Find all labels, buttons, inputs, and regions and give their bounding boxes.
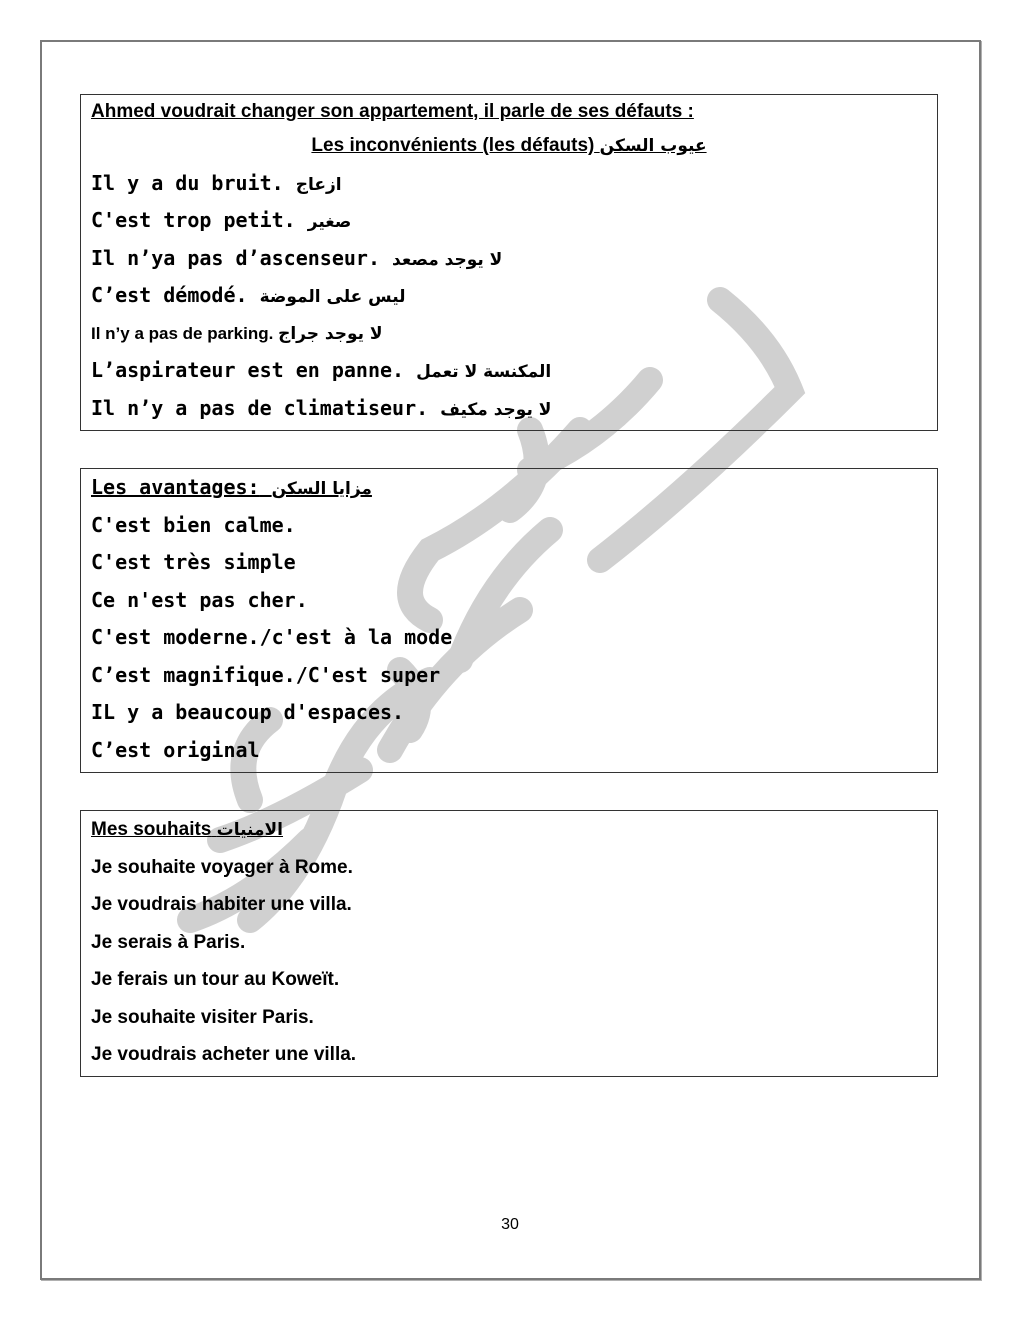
list-item [91, 390, 927, 428]
item-fr: Il n’y a pas de parking. [91, 323, 274, 343]
list-item: C’est original [91, 737, 260, 762]
item-ar: لا يوجد مكيف [440, 399, 552, 420]
avantages-box [80, 468, 938, 773]
inconvenients-title-ar: عيوب السكن [599, 136, 707, 156]
list-item: C'est moderne./c'est à la mode [91, 625, 453, 649]
list-item: Je ferais un tour au Koweït. [91, 969, 340, 990]
list-item: Je voudrais habiter une villa. [91, 894, 352, 915]
list-item [91, 277, 927, 315]
list-item: C'est bien calme. [91, 512, 296, 537]
item-fr: Il y a du bruit. [91, 170, 284, 195]
avantages-title-ar: مزايا السكن [271, 479, 372, 499]
list-item: Je souhaite visiter Paris. [91, 1006, 314, 1028]
list-item: Ce n'est pas cher. [91, 587, 308, 612]
item-ar: المكنسة لا تعمل [416, 362, 552, 382]
item-fr: Il n’ya pas d’ascenseur. [91, 245, 380, 270]
souhaits-title-ar: الامنيات [216, 820, 284, 840]
list-item [91, 240, 927, 278]
inconvenients-title [91, 127, 927, 165]
souhaits-title-fr: Mes souhaits [91, 819, 212, 840]
item-fr: C'est trop petit. [91, 208, 296, 232]
list-item: C'est très simple [91, 550, 296, 574]
item-ar: لا يوجد مصعد [392, 249, 503, 270]
item-ar: صغير [307, 212, 352, 232]
item-fr: C’est démodé. [91, 283, 248, 307]
inconvenients-title-fr: Les inconvénients (les défauts) [311, 135, 595, 156]
list-item [91, 202, 927, 240]
item-ar: ليس على الموضة [259, 287, 406, 307]
page-number: 30 [501, 1216, 519, 1233]
inconvenients-box [80, 94, 938, 431]
list-item: C’est magnifique./C'est super [91, 662, 441, 687]
intro-heading: Ahmed voudrait changer son appartement, il parle de ses défauts : [91, 101, 694, 122]
list-item: Je voudrais acheter une villa. [91, 1044, 357, 1065]
list-item [91, 315, 927, 353]
item-ar: ازعاج [295, 174, 342, 195]
list-item: IL y a beaucoup d'espaces. [91, 700, 405, 724]
item-fr: Il n’y a pas de climatiseur. [91, 395, 429, 420]
list-item: Je souhaite voyager à Rome. [91, 856, 353, 878]
avantages-title [91, 469, 927, 507]
list-item [91, 352, 927, 390]
souhaits-box [80, 810, 938, 1077]
item-ar: لا يوجد جراج [278, 323, 383, 344]
avantages-title-fr: Les avantages: [91, 475, 260, 499]
list-item: Je serais à Paris. [91, 931, 246, 953]
item-fr: L’aspirateur est en panne. [91, 358, 405, 382]
list-item [91, 165, 927, 203]
souhaits-title [91, 811, 927, 849]
